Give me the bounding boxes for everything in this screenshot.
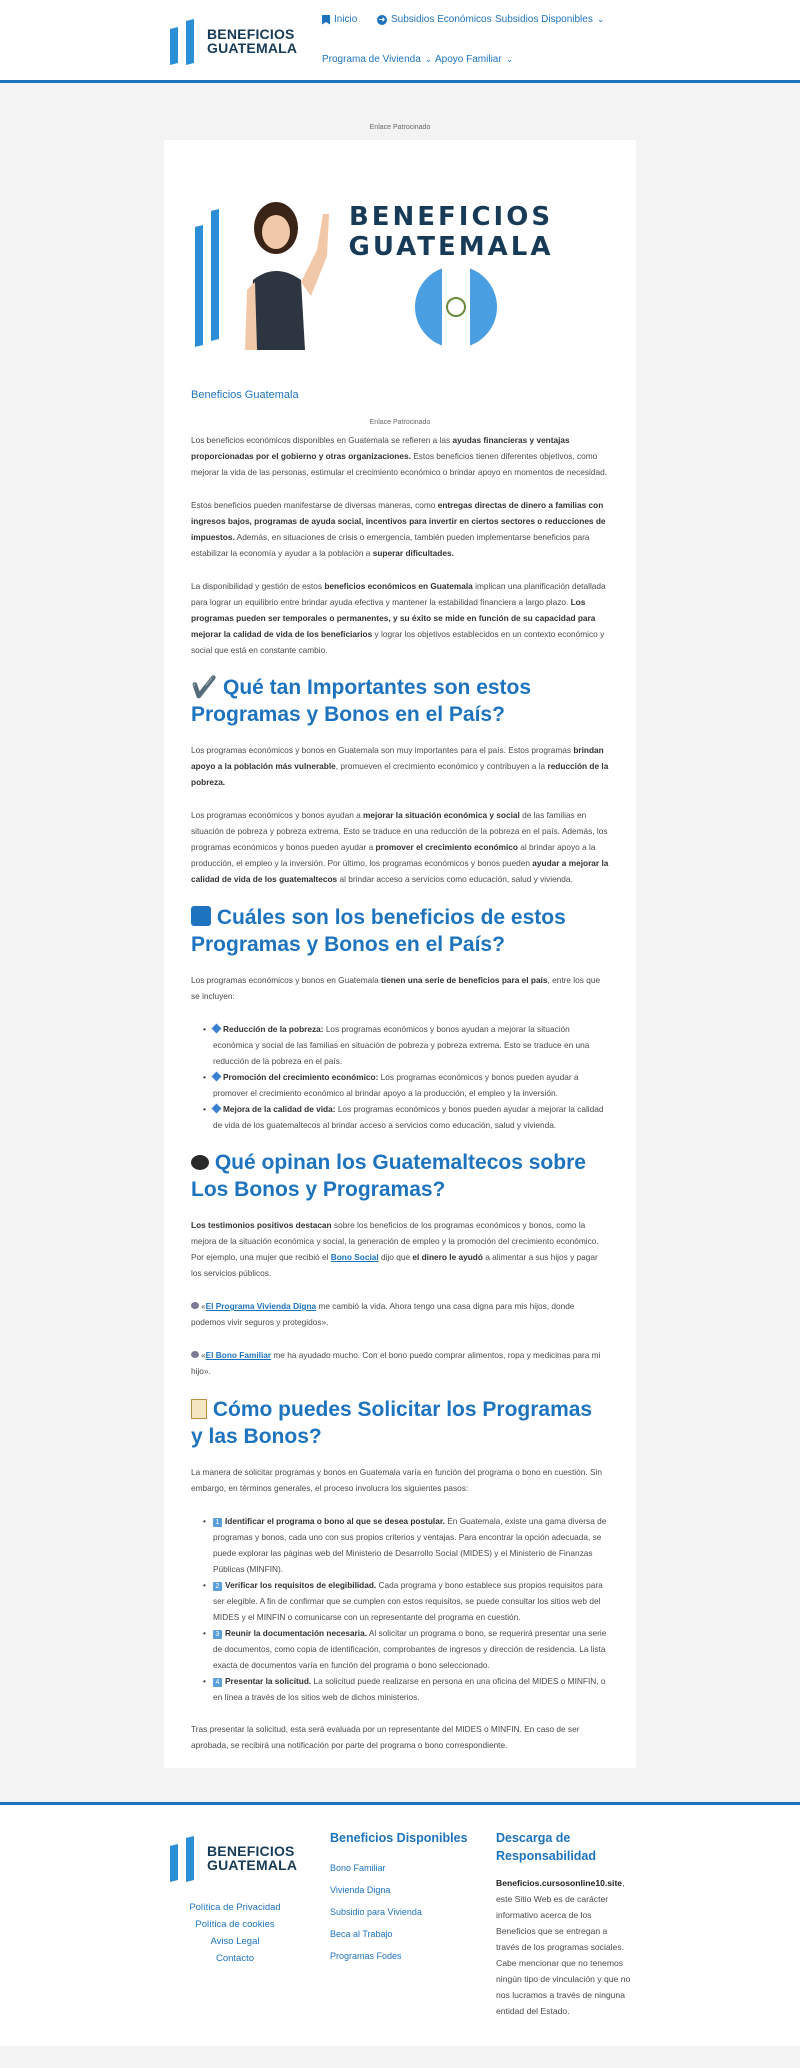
footer-legal-links bbox=[150, 1899, 320, 1967]
bono-social-link[interactable]: Bono Social bbox=[330, 1252, 379, 1262]
section-heading-opiniones: Qué opinan los Guatemaltecos sobre Los Bonos y Programas? bbox=[191, 1151, 586, 1201]
inner-sponsored-label: Enlace Patrocinado bbox=[369, 419, 431, 426]
sponsored-label: Enlace Patrocinado bbox=[369, 124, 431, 131]
nav-subsidios-economicos[interactable]: ➜ Subsidios Económicos bbox=[378, 14, 492, 25]
number-4-icon: 4 bbox=[213, 1678, 222, 1687]
list-item: • 1 Identificar el programa o bono al que se desea postular. En Guatemala, existe una gama diversa de programas y bonos, cada uno con sus propios criterios y ventajas. Para encontrar la opción adecuada, se puede explorar las páginas web del Ministerio de Desarrollo Social (MIDES) y el Ministerio de Finanzas Públicas (MINFIN). bbox=[213, 1513, 609, 1577]
nav-subsidios-disponibles[interactable]: Subsidios Disponibles ⌄ bbox=[495, 14, 605, 25]
diamond-icon bbox=[212, 1024, 222, 1034]
logo-bars-icon bbox=[170, 1833, 202, 1883]
checkmark-icon: ✔️ bbox=[191, 676, 218, 699]
chevron-down-icon: ⌄ bbox=[424, 54, 433, 64]
logo-bars-icon bbox=[170, 16, 202, 66]
chevron-down-icon: ⌄ bbox=[596, 14, 605, 24]
footer-link-beca-trabajo[interactable]: Beca al Trabajo bbox=[330, 1929, 393, 1939]
banner-bar-icon bbox=[211, 209, 219, 341]
footer-link-vivienda-digna[interactable]: Vivienda Digna bbox=[330, 1885, 391, 1895]
number-1-icon: 1 bbox=[213, 1518, 222, 1527]
bookmark-icon bbox=[322, 15, 330, 25]
footer-col-title: Descarga de Responsabilidad bbox=[496, 1831, 597, 1863]
steps-list bbox=[213, 1513, 609, 1705]
circle-arrow-icon: ➜ bbox=[378, 14, 386, 24]
list-item: • Reducción de la pobreza: Los programas económicos y bonos ayudan a mejorar la situación económica y social de las familias en situación de pobreza y pobreza extrema. Esto se traduce en una reducción de la pobreza en el país. bbox=[213, 1021, 609, 1069]
number-2-icon: 2 bbox=[213, 1582, 222, 1591]
footer-link-bono-familiar[interactable]: Bono Familiar bbox=[330, 1863, 386, 1873]
intro-paragraph: La disponibilidad y gestión de estos beneficios económicos en Guatemala implican una planificación detallada para lograr un equilibrio entre brindar ayuda efectiva y mantener la estabilidad financiera a largo plazo. Los programas pueden ser temporales o permanentes, y su éxito se mide en función de su capacidad para mejorar la calidad de vida de los beneficiarios y lograr los objetivos establecidos en un contexto económico y social que está en constante cambio. bbox=[191, 581, 606, 655]
benefits-list bbox=[213, 1021, 609, 1133]
site-header bbox=[0, 0, 800, 83]
footer-beneficios-column bbox=[330, 1829, 480, 1967]
section-heading-beneficios: Cuáles son los beneficios de estos Programas y Bonos en el País? bbox=[191, 906, 566, 956]
memo-icon bbox=[191, 1399, 207, 1419]
bono-familiar-link[interactable]: El Bono Familiar bbox=[205, 1350, 272, 1360]
footer-col-title: Beneficios Disponibles bbox=[330, 1831, 468, 1845]
chevron-down-icon: ⌄ bbox=[505, 54, 514, 64]
nav-programa-vivienda[interactable]: Programa de Vivienda ⌄ bbox=[322, 54, 433, 65]
banner-bar-icon bbox=[195, 225, 203, 347]
list-item: • Promoción del crecimiento económico: Los programas económicos y bonos pueden ayudar a promover el crecimiento económico al brindar apoyo a la producción, el empleo y la inversión. bbox=[213, 1069, 609, 1101]
intro-paragraph: Estos beneficios pueden manifestarse de diversas maneras, como entregas directas de dinero a familias con ingresos bajos, programas de ayuda social, incentivos para invertir en ciertos sectores o reducciones de impuestos. Además, en situaciones de crisis o emergencia, también pueden implementarse beneficios para estabilizar la economía y ayudar a la población a superar dificultades. bbox=[191, 500, 606, 558]
footer-link-subsidio-vivienda[interactable]: Subsidio para Vivienda bbox=[330, 1907, 422, 1917]
guatemala-flag-icon bbox=[415, 266, 497, 348]
speech-bubble-icon bbox=[191, 1302, 199, 1309]
footer-link-programas-fodes[interactable]: Programas Fodes bbox=[330, 1951, 402, 1961]
site-footer bbox=[0, 1802, 800, 2046]
testimonial-quote: «El Bono Familiar me ha ayudado mucho. Con el bono puedo comprar alimentos, ropa y medicinas para mi hijo». bbox=[191, 1350, 601, 1376]
article-content: Los beneficios económicos disponibles en Guatemala se refieren a las ayudas financieras y ventajas proporcionadas por el gobierno y otras organizaciones. Estos beneficios tienen diferentes objetivos, como mejorar la vida de las personas, estimular el crecimiento económico o brindar apoyo en momentos de necesidad. Estos beneficios pueden manifestarse de diversas maneras, como entregas directas de dinero a familias con ingresos bajos, programas de ayuda social, incentivos para invertir en ciertos sectores o reducciones de impuestos. Además, en situaciones de crisis o emergencia, también pueden implementarse beneficios para estabilizar la economía y ayudar a la población a superar dificultades. La disponibilidad y gestión de estos beneficios económicos en Guatemala implican una planificación detallada para lograr un equilibrio entre brindar ayuda efectiva y mantener la estabilidad financiera a largo plazo. Los programas pueden ser temporales o permanentes, y su éxito se mide en función de su capacidad para mejorar la calidad de vida de los beneficiarios y lograr los objetivos establecidos en un contexto económico y social que está en constante cambio. ✔️ Qué tan Importantes son estos Programas y Bonos en el País? Los programas económicos y bonos en Guatemala son muy importantes para el país. Estos programas brindan apoyo a la población más vulnerable, promueven el crecimiento económico y contribuyen a la reducción de la pobreza. Los programas económicos y bonos ayudan a mejorar la situación económica y social de las familias en situación de pobreza y pobreza extrema. Esto se traduce en una reducción de la pobreza en el país. Además, los programas económicos y bonos pueden ayudar a promover el crecimiento económico al brindar apoyo a la producción, el empleo y la inversión. Por último, los programas económicos y bonos pueden ayudar a mejorar la calidad de vida de los guatemaltecos al brindar acceso a servicios como educación, salud y vivienda. Cuáles son los beneficios de estos Programas y Bonos en el País? Los programas económicos y bonos en Guatemala tienen una serie de beneficios para el país, entre los que se incluyen: • Reducción de la pobreza: Los programas económicos y bonos ayudan a mejorar la situación económica y social de las familias en situación de pobreza y pobreza extrema. Esto se traduce en una reducción de la pobreza en el país. • Promoción del crecimiento económico: Los programas económicos y bonos pueden ayudar a promover el crecimiento económico al brindar apoyo a la producción, el empleo y la inversión. • Mejora de la calidad de vida: Los programas económicos y bonos pueden ayudar a mejorar la calidad de vida de los guatemaltecos al brindar acceso a servicios como educación, salud y vivienda. Qué opinan los Guatemaltecos sobre Los Bonos y Programas? Los testimonios positivos destacan sobre los beneficios de los programas económicos y bonos, como la mejora de la situación económica y social, la generación de empleo y la promoción del crecimiento económico. Por ejemplo, una mujer que recibió el Bono Social dijo que el dinero le ayudó a alimentar a sus hijos y pagar los servicios públicos. «El Programa Vivienda Digna me cambió la vida. Ahora tengo una casa digna para mis hijos, donde podemos vivir seguros y protegidos». «El Bono Familiar me ha ayudado mucho. Con el bono puedo comprar alimentos, ropa y medicinas para mi hijo». Cómo puedes Solicitar los Programas y las Bonos? La manera de solicitar programas y bonos en Guatemala varía en función del programa o bono en cuestión. Sin embargo, en términos generales, el proceso involucra los siguientes pasos: • 1 Identificar el programa o bono al que se desea postular. En Guatemala, existe una gama diversa de programas y bonos, cada uno con sus propios criterios y ventajas. Para encontrar la opción adecuada, se puede explorar las páginas web del Ministerio de Desarrollo Social (MIDES) y el Ministerio de Finanzas Públicas (MINFIN). • 2 Verificar los requisitos de elegibilidad. Cada programa y bono establece sus propios requisitos para ser elegible. A fin de confirmar que se cumplen con estos requisitos, se puede consultar los sitios web del MIDES y el MINFIN o comunicarse con un representante del programa en cuestión. • 3 Reunir la documentación necesaria. Al solicitar un programa o bono, se requerirá presentar una serie de documentos, como copia de identificación, comprobantes de ingresos y dirección de residencia. La lista exacta de documentos varía en función del programa o bono seleccionado. • 4 Presentar la solicitud. La solicitud puede realizarse en persona en una oficina del MIDES o MINFIN, o en línea a través de los sitios web de dichos ministerios. Tras presentar la solicitud, esta será evaluada por un representante del MIDES o MINFIN. En caso de ser aprobada, se recibirá una notificación por parte del programa o bono correspondiente. bbox=[191, 432, 609, 1770]
footer-link-aviso-legal[interactable]: Aviso Legal bbox=[210, 1936, 260, 1947]
logo-line1: BENEFICIOS bbox=[207, 26, 295, 42]
diamond-icon bbox=[212, 1072, 222, 1082]
site-logo[interactable] bbox=[170, 16, 297, 66]
footer-link-privacidad[interactable]: Política de Privacidad bbox=[189, 1902, 281, 1913]
nav-inicio[interactable]: Inicio bbox=[322, 14, 357, 25]
footer-link-cookies[interactable]: Política de cookies bbox=[195, 1919, 275, 1930]
footer-disclaimer-column bbox=[496, 1829, 631, 2019]
banner-title-line2: GUATEMALA bbox=[348, 232, 554, 262]
article-card bbox=[164, 140, 636, 1768]
woman-photo bbox=[231, 200, 341, 350]
site-name-link[interactable]: Beneficios Guatemala bbox=[191, 389, 299, 401]
testimonial-quote: «El Programa Vivienda Digna me cambió la vida. Ahora tengo una casa digna para mis hijos, donde podemos vivir seguros y protegidos». bbox=[191, 1301, 575, 1327]
nav-apoyo-familiar[interactable]: Apoyo Familiar ⌄ bbox=[435, 54, 514, 65]
diamond-icon bbox=[212, 1104, 222, 1114]
vivienda-digna-link[interactable]: El Programa Vivienda Digna bbox=[205, 1301, 317, 1311]
number-3-icon: 3 bbox=[213, 1630, 222, 1639]
banner-title-line1: BENEFICIOS bbox=[348, 202, 554, 232]
list-item: • 3 Reunir la documentación necesaria. Al solicitar un programa o bono, se requerirá presentar una serie de documentos, como copia de identificación, comprobantes de ingresos y dirección de residencia. La lista exacta de documentos varía en función del programa o bono seleccionado. bbox=[213, 1625, 609, 1673]
section-heading-importancia: ✔️ Qué tan Importantes son estos Programas y Bonos en el País? bbox=[191, 676, 532, 726]
list-item: • Mejora de la calidad de vida: Los programas económicos y bonos pueden ayudar a mejorar la calidad de vida de los guatemaltecos al brindar acceso a servicios como educación, salud y vivienda. bbox=[213, 1101, 609, 1133]
speech-bubble-icon bbox=[191, 1155, 209, 1170]
blue-square-icon bbox=[191, 906, 211, 926]
list-item: • 4 Presentar la solicitud. La solicitud puede realizarse en persona en una oficina del MIDES o MINFIN, o en línea a través de los sitios web de dichos ministerios. bbox=[213, 1673, 609, 1705]
disclaimer-text: Beneficios.cursosonline10.site, este Sitio Web es de carácter informativo acerca de los Beneficios que se entregan a través de los programas sociales. Cabe mencionar que no tenemos ningún tipo de vinculación y que no nos lucramos a través de ninguna entidad del Estado. bbox=[496, 1878, 631, 2016]
footer-logo[interactable]: BENEFICIOS GUATEMALA bbox=[170, 1833, 297, 1883]
banner-image bbox=[191, 166, 611, 346]
page-bottom bbox=[0, 2046, 800, 2068]
footer-link-contacto[interactable]: Contacto bbox=[215, 1953, 255, 1964]
list-item: • 2 Verificar los requisitos de elegibilidad. Cada programa y bono establece sus propios requisitos para ser elegible. A fin de confirmar que se cumplen con estos requisitos, se puede consultar los sitios web del MIDES y el MINFIN o comunicarse con un representante del programa en cuestión. bbox=[213, 1577, 609, 1625]
logo-line2: GUATEMALA bbox=[207, 40, 298, 56]
intro-paragraph: Los beneficios económicos disponibles en Guatemala se refieren a las ayudas financieras y ventajas proporcionadas por el gobierno y otras organizaciones. Estos beneficios tienen diferentes objetivos, como mejorar la vida de las personas, estimular el crecimiento económico o brindar apoyo en momentos de necesidad. bbox=[191, 435, 607, 477]
section-heading-solicitar: Cómo puedes Solicitar los Programas y las Bonos? bbox=[191, 1398, 593, 1448]
speech-bubble-icon bbox=[191, 1351, 199, 1358]
